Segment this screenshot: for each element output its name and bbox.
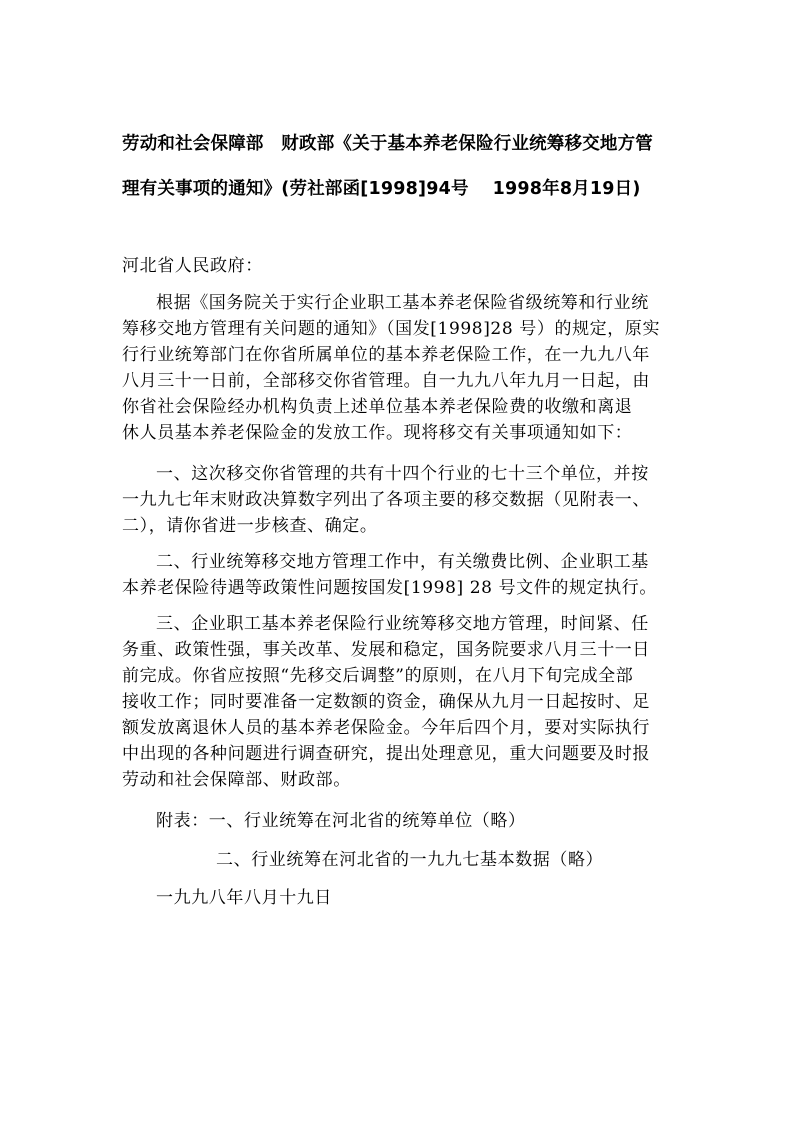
attachment-item-2: 二、行业统筹在河北省的一九九七基本数据（略） [216,850,604,870]
paragraph-1-line-5: 你省社会保险经办机构负责上述单位基本养老保险费的收缴和离退 [122,397,633,417]
attachment-item-1: 附表：一、行业统筹在河北省的统筹单位（略） [156,811,526,831]
paragraph-4-line-5: 额发放离退休人员的基本养老保险金。今年后四个月，要对实际执行 [122,718,650,738]
paragraph-2-line-3: 二），请你省进一步核查、确定。 [122,516,378,536]
paragraph-1-line-1: 根据《国务院关于实行企业职工基本养老保险省级统筹和行业统 [156,293,649,313]
paragraph-1-line-3: 行行业统筹部门在你省所属单位的基本养老保险工作，在一九九八年 [122,345,650,365]
document-title-line-1: 劳动和社会保障部 财政部《关于基本养老保险行业统筹移交地方管 [122,134,653,154]
paragraph-2-line-2: 一九九七年末财政决算数字列出了各项主要的移交数据（见附表一、 [122,490,650,510]
salutation: 河北省人民政府： [122,256,263,276]
paragraph-1-line-4: 八月三十一日前，全部移交你省管理。自一九九八年九月一日起，由 [122,371,650,391]
paragraph-4-line-2: 务重、政策性强，事关改革、发展和稳定，国务院要求八月三十一日 [122,640,650,660]
document-date: 一九九八年八月十九日 [156,888,332,908]
paragraph-3-line-1: 二、行业统筹移交地方管理工作中，有关缴费比例、企业职工基 [156,552,649,572]
document-title-line-2: 理有关事项的通知》(劳社部函[1998]94号 1998年8月19日) [122,179,641,199]
paragraph-1-line-6: 休人员基本养老保险金的发放工作。现将移交有关事项通知如下： [122,423,633,443]
paragraph-4-line-7: 劳动和社会保障部、财政部。 [122,770,351,790]
paragraph-2-line-1: 一、这次移交你省管理的共有十四个行业的七十三个单位，并按 [156,464,649,484]
paragraph-4-line-1: 三、企业职工基本养老保险行业统筹移交地方管理，时间紧、任 [156,614,649,634]
paragraph-4-line-4: 接收工作；同时要准备一定数额的资金，确保从九月一日起按时、足 [122,692,650,712]
paragraph-3-line-2: 本养老保险待遇等政策性问题按国发[1998] 28 号文件的规定执行。 [122,578,657,598]
paragraph-4-line-6: 中出现的各种问题进行调查研究，提出处理意见，重大问题要及时报 [122,744,650,764]
paragraph-1-line-2: 筹移交地方管理有关问题的通知》（国发[1998]28 号）的规定，原实 [122,319,661,339]
paragraph-4-line-3: 前完成。你省应按照“先移交后调整”的原则，在八月下旬完成全部 [122,666,634,686]
